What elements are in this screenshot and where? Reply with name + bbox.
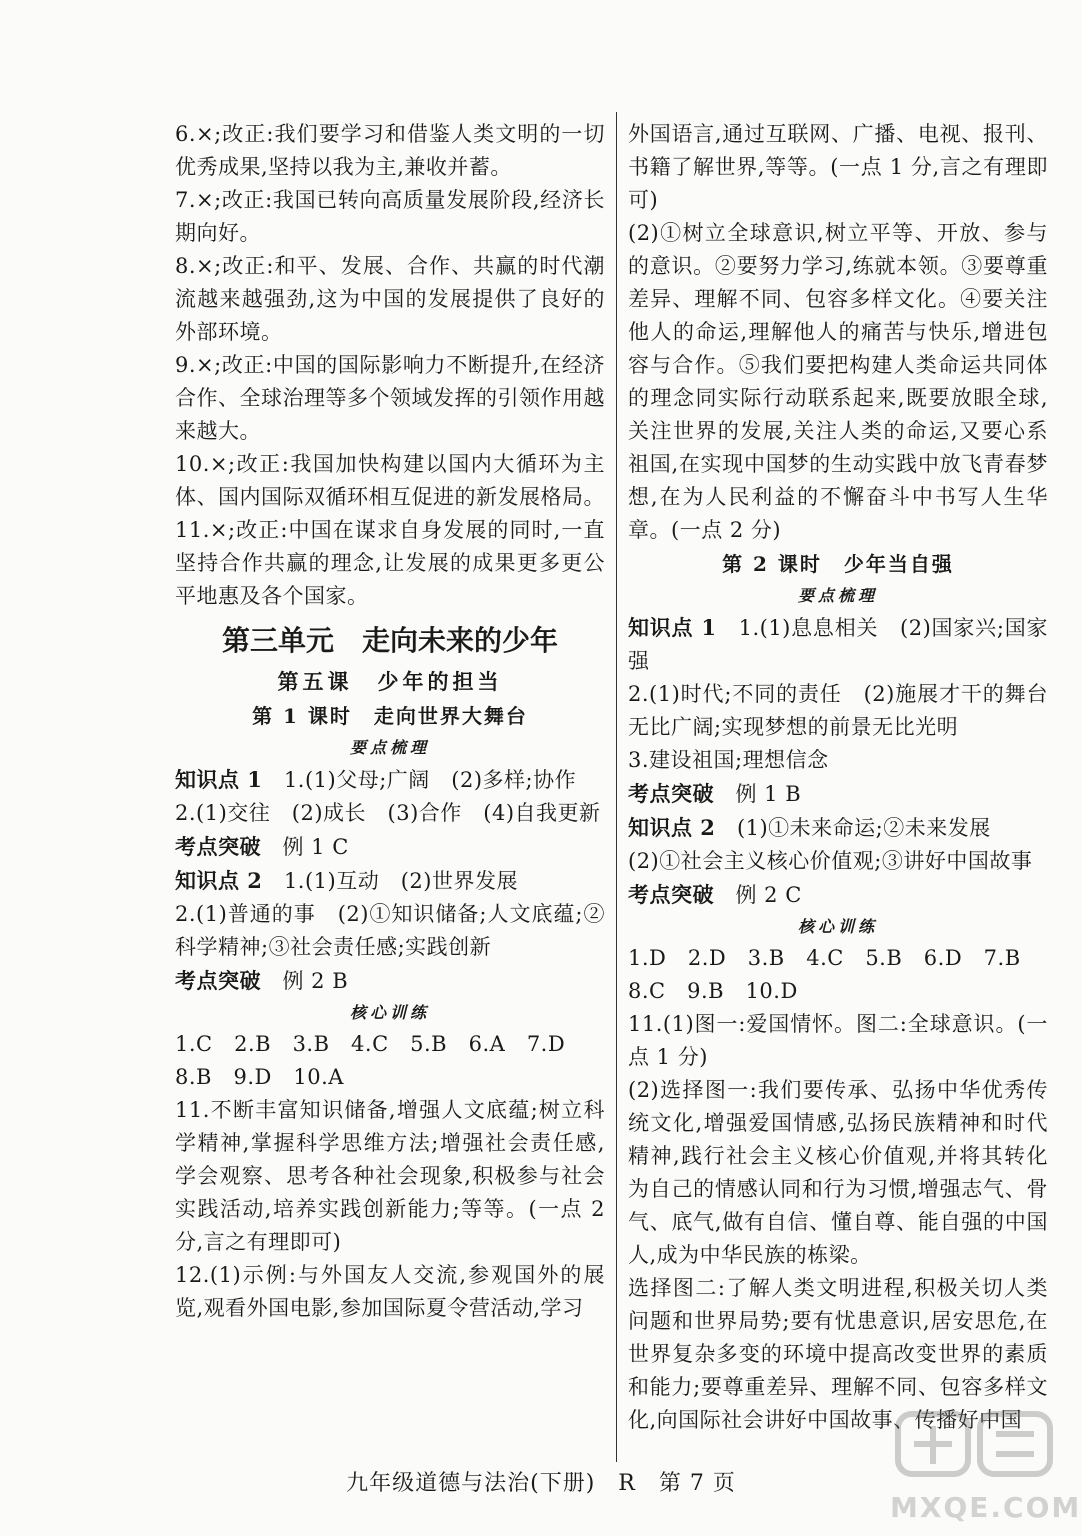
section-title-key-points: 要点梳理 bbox=[797, 586, 878, 605]
question-11-answer: 11.不断丰富知识储备,增强人文底蕴;树立科学精神,掌握科学思维方法;增强社会责任感,学会观察、思考各种社会现象,积极参与社会实践活动,培养实践创新能力;等等。(一点 2 分,言之有理即可) bbox=[175, 1098, 605, 1254]
knowledge-point-text: 1.(1)父母;广阔 (2)多样;协作 bbox=[283, 768, 577, 792]
knowledge-point-1-line-1 bbox=[175, 763, 605, 797]
column-divider bbox=[616, 112, 617, 1462]
knowledge-point-2-line-1 bbox=[175, 864, 605, 898]
right-column bbox=[628, 118, 1048, 1437]
core-answers-line-2: 8.B 9.D 10.A bbox=[175, 1065, 344, 1089]
exam-breakthrough-2 bbox=[628, 878, 1048, 912]
left-column bbox=[175, 118, 605, 1325]
exam-label: 考点突破 bbox=[175, 968, 261, 993]
knowledge-point-1-line-1 bbox=[628, 611, 1048, 678]
knowledge-point-label: 知识点 1 bbox=[175, 767, 263, 792]
exam-breakthrough-2 bbox=[175, 964, 605, 998]
period-title: 第 2 课时 少年当自强 bbox=[722, 552, 954, 576]
exam-label: 考点突破 bbox=[628, 781, 714, 806]
answer-item-6: 6.×;改正:我们要学习和借鉴人类文明的一切优秀成果,坚持以我为主,兼收并蓄。 bbox=[175, 122, 605, 179]
exam-label: 考点突破 bbox=[175, 834, 261, 859]
page-footer: 九年级道德与法治(下册) R 第 7 页 bbox=[346, 1471, 736, 1496]
question-11-answer-part2: (2)选择图一:我们要传承、弘扬中华优秀传统文化,增强爱国情感,弘扬民族精神和时代精神,践行社会主义核心价值观,并将其转化为自己的情感认同和行为习惯,增强志气、骨气、底气,做有自信、懂自尊、能自强的中国人,成为中华民族的栋梁。 bbox=[628, 1078, 1048, 1267]
knowledge-point-text: (1)①未来命运;②未来发展 bbox=[736, 816, 991, 840]
answer-item-7: 7.×;改正:我国已转向高质量发展阶段,经济长期向好。 bbox=[175, 188, 605, 245]
answer-item-10: 10.×;改正:我国加快构建以国内大循环为主体、国内国际双循环相互促进的新发展格局。 bbox=[175, 452, 605, 509]
core-answers-line-1: 1.D 2.D 3.B 4.C 5.B 6.D 7.B bbox=[628, 946, 1021, 970]
question-12-answer-continued: 外国语言,通过互联网、广播、电视、报刊、书籍了解世界,等等。(一点 1 分,言之有理即可) bbox=[628, 122, 1048, 212]
lesson-title: 第五课 少年的担当 bbox=[277, 669, 503, 694]
knowledge-point-2-line-1 bbox=[628, 811, 1048, 845]
answer-item-9: 9.×;改正:中国的国际影响力不断提升,在经济合作、全球治理等多个领域发挥的引领作用越来越大。 bbox=[175, 353, 605, 443]
question-11-answer-part1: 11.(1)图一:爱国情怀。图二:全球意识。(一点 1 分) bbox=[628, 1012, 1048, 1069]
period-title: 第 1 课时 走向世界大舞台 bbox=[252, 704, 528, 728]
knowledge-point-1-line-2: 2.(1)时代;不同的责任 (2)施展才干的舞台无比广阔;实现梦想的前景无比光明 bbox=[628, 682, 1048, 739]
watermark-text: MXQE.COM bbox=[890, 1491, 1082, 1524]
exam-answer: 例 2 C bbox=[735, 883, 802, 907]
knowledge-point-1-line-2: 2.(1)交往 (2)成长 (3)合作 (4)自我更新 bbox=[175, 801, 601, 825]
knowledge-point-text: 1.(1)息息相关 (2)国家兴;国家强 bbox=[628, 616, 1048, 673]
unit-title: 第三单元 走向未来的少年 bbox=[221, 624, 558, 657]
knowledge-point-2-line-2: 2.(1)普通的事 (2)①知识储备;人文底蕴;②科学精神;③社会责任感;实践创新 bbox=[175, 902, 605, 959]
section-title-core-training: 核心训练 bbox=[797, 917, 878, 936]
knowledge-point-2-line-2: (2)①社会主义核心价值观;③讲好中国故事 bbox=[628, 849, 1033, 873]
question-12-answer-part2: (2)①树立全球意识,树立平等、开放、参与的意识。②要努力学习,练就本领。③要尊重差异、理解不同、包容多样文化。④要关注他人的命运,理解他人的痛苦与快乐,增进包容与合作。⑤我们要把构建人类命运共同体的理念同实际行动联系起来,既要放眼全球,关注世界的发展,关注人类的命运,又要心系祖国,在实现中国梦的生动实践中放飞青春梦想,在为人民利益的不懈奋斗中书写人生华章。(一点 2 分) bbox=[628, 221, 1048, 542]
core-answers-line-2: 8.C 9.B 10.D bbox=[628, 979, 798, 1003]
exam-breakthrough-1 bbox=[175, 830, 605, 864]
knowledge-point-label: 知识点 2 bbox=[175, 868, 263, 893]
watermark-icon bbox=[890, 1404, 1060, 1494]
exam-breakthrough-1 bbox=[628, 777, 1048, 811]
answer-item-11: 11.×;改正:中国在谋求自身发展的同时,一直坚持合作共赢的理念,让发展的成果更多更公平地惠及各个国家。 bbox=[175, 518, 605, 608]
exam-answer: 例 1 C bbox=[282, 835, 349, 859]
exam-answer: 例 2 B bbox=[282, 969, 349, 993]
exam-answer: 例 1 B bbox=[735, 782, 802, 806]
core-answers-line-1: 1.C 2.B 3.B 4.C 5.B 6.A 7.D bbox=[175, 1032, 566, 1056]
knowledge-point-label: 知识点 2 bbox=[628, 815, 716, 840]
watermark-logo bbox=[890, 1404, 1082, 1524]
knowledge-point-text: 1.(1)互动 (2)世界发展 bbox=[283, 869, 518, 893]
exam-label: 考点突破 bbox=[628, 882, 714, 907]
knowledge-point-label: 知识点 1 bbox=[628, 615, 717, 640]
question-11-answer-part3: 选择图二:了解人类文明进程,积极关切人类问题和世界局势;要有忧患意识,居安思危,在世界复杂多变的环境中提高改变世界的素质和能力;要尊重差异、理解不同、包容多样文化,向国际社会讲好中国故事、传播好中国 bbox=[628, 1276, 1048, 1432]
knowledge-point-1-line-3: 3.建设祖国;理想信念 bbox=[628, 748, 829, 772]
question-12-answer-part1: 12.(1)示例:与外国友人交流,参观国外的展览,观看外国电影,参加国际夏令营活动,学习 bbox=[175, 1263, 605, 1320]
section-title-core-training: 核心训练 bbox=[349, 1003, 430, 1022]
section-title-key-points: 要点梳理 bbox=[349, 738, 430, 757]
answer-item-8: 8.×;改正:和平、发展、合作、共赢的时代潮流越来越强劲,这为中国的发展提供了良好的外部环境。 bbox=[175, 254, 605, 344]
